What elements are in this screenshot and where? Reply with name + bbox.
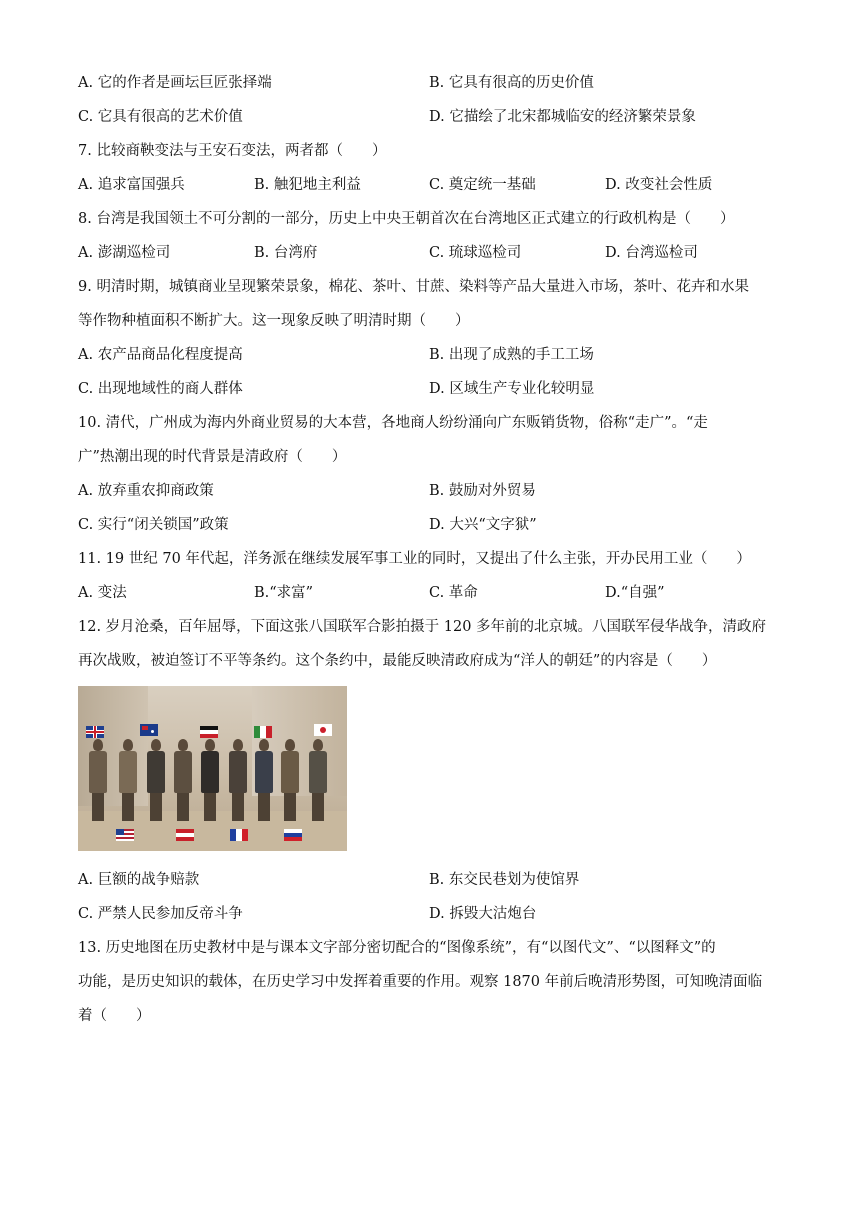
q11-option-c[interactable]: C. 革命 (429, 585, 478, 601)
eight-nation-alliance-photo (78, 686, 347, 851)
q11-option-a[interactable]: A. 变法 (78, 585, 127, 601)
q12-options-row1 (78, 863, 790, 897)
australia-flag-icon (140, 724, 158, 736)
q10-options-row2 (78, 508, 790, 542)
q12-stem-line2: 再次战败，被迫签订不平等条约。这个条约中，最能反映清政府成为“洋人的朝廷”的内容是（ ） (78, 653, 717, 669)
q11-option-b[interactable]: B.“求富” (254, 585, 314, 601)
soldier-figure (118, 739, 138, 821)
italy-flag-icon (254, 726, 272, 738)
q6-option-a[interactable]: A. 它的作者是画坛巨匠张择端 (78, 75, 272, 91)
soldier-figure (200, 739, 220, 821)
q10-option-d[interactable]: D. 大兴“文字狱” (429, 517, 537, 533)
soldier-figure (88, 739, 108, 821)
soldier-figure (308, 739, 328, 821)
q12-option-b[interactable]: B. 东交民巷划为使馆界 (429, 872, 580, 888)
exam-page (78, 66, 790, 1033)
q10-option-b[interactable]: B. 鼓励对外贸易 (429, 483, 536, 499)
q8-option-a[interactable]: A. 澎湖巡检司 (78, 245, 171, 261)
soldier-figure (280, 739, 300, 821)
q9-stem-line1: 9. 明清时期，城镇商业呈现繁荣景象，棉花、茶叶、甘蔗、染料等产品大量进入市场，茶叶、花卉和水果 (78, 279, 749, 295)
q8-option-b[interactable]: B. 台湾府 (254, 245, 318, 261)
q6-option-c[interactable]: C. 它具有很高的艺术价值 (78, 109, 243, 125)
q8-option-c[interactable]: C. 琉球巡检司 (429, 245, 522, 261)
soldier-figure (228, 739, 248, 821)
q12-options-row2 (78, 897, 790, 931)
france-flag-icon (230, 829, 248, 841)
q9-options-row2 (78, 372, 790, 406)
q8-option-d[interactable]: D. 台湾巡检司 (605, 245, 698, 261)
q9-options-row1 (78, 338, 790, 372)
q12-stem-line1: 12. 岁月沧桑，百年屈辱，下面这张八国联军合影拍摄于 120 多年前的北京城。八国联军侵华战争，清政府 (78, 619, 767, 635)
q7-option-c[interactable]: C. 奠定统一基础 (429, 177, 536, 193)
q9-option-a[interactable]: A. 农产品商品化程度提高 (78, 347, 243, 363)
usa-flag-icon (116, 829, 134, 841)
q10-option-a[interactable]: A. 放弃重农抑商政策 (78, 483, 214, 499)
austria-hungary-flag-icon (176, 829, 194, 841)
q7-option-a[interactable]: A. 追求富国强兵 (78, 177, 185, 193)
q7-stem: 7. 比较商鞅变法与王安石变法，两者都（ ） (78, 143, 387, 159)
q12-option-d[interactable]: D. 拆毁大沽炮台 (429, 906, 537, 922)
q10-stem-line1: 10. 清代，广州成为海内外商业贸易的大本营，各地商人纷纷涌向广东贩销货物，俗称“走广”。“走 (78, 415, 708, 431)
q11-stem: 11. 19 世纪 70 年代起，洋务派在继续发展军事工业的同时，又提出了什么主张，开办民用工业（ ） (78, 551, 751, 567)
soldier-figure (173, 739, 193, 821)
q8-stem: 8. 台湾是我国领土不可分割的一部分，历史上中央王朝首次在台湾地区正式建立的行政机构是（ ） (78, 211, 735, 227)
japan-flag-icon (314, 724, 332, 736)
russia-flag-icon (284, 829, 302, 841)
q10-stem-line2: 广”热潮出现的时代背景是清政府（ ） (78, 449, 347, 465)
q9-stem-line2: 等作物种植面积不断扩大。这一现象反映了明清时期（ ） (78, 313, 470, 329)
q10-option-c[interactable]: C. 实行“闭关锁国”政策 (78, 517, 229, 533)
q10-options-row1 (78, 474, 790, 508)
q9-option-d[interactable]: D. 区域生产专业化较明显 (429, 381, 595, 397)
q7-option-d[interactable]: D. 改变社会性质 (605, 177, 713, 193)
q7-option-b[interactable]: B. 触犯地主利益 (254, 177, 361, 193)
soldier-figure (254, 739, 274, 821)
q13-stem-line2: 功能，是历史知识的载体，在历史学习中发挥着重要的作用。观察 1870 年前后晚清形势图，可知晚清面临 (78, 974, 763, 990)
q7-options (78, 168, 790, 202)
q13-stem-line3: 着（ ） (78, 1008, 151, 1024)
q11-option-d[interactable]: D.“自强” (605, 585, 665, 601)
q12-option-a[interactable]: A. 巨额的战争赔款 (78, 872, 200, 888)
q12-option-c[interactable]: C. 严禁人民参加反帝斗争 (78, 906, 243, 922)
q6-option-d[interactable]: D. 它描绘了北宋都城临安的经济繁荣景象 (429, 109, 696, 125)
q6-options-row1 (78, 66, 790, 100)
q9-option-b[interactable]: B. 出现了成熟的手工工场 (429, 347, 594, 363)
q6-option-b[interactable]: B. 它具有很高的历史价值 (429, 75, 594, 91)
q8-options (78, 236, 790, 270)
q6-options-row2 (78, 100, 790, 134)
uk-flag-icon (86, 726, 104, 738)
q13-stem-line1: 13. 历史地图在历史教材中是与课本文字部分密切配合的“图像系统”，有“以图代文”、“以图释文”的 (78, 940, 716, 956)
q9-option-c[interactable]: C. 出现地域性的商人群体 (78, 381, 243, 397)
q11-options (78, 576, 790, 610)
soldier-figure (146, 739, 166, 821)
germany-flag-icon (200, 726, 218, 738)
